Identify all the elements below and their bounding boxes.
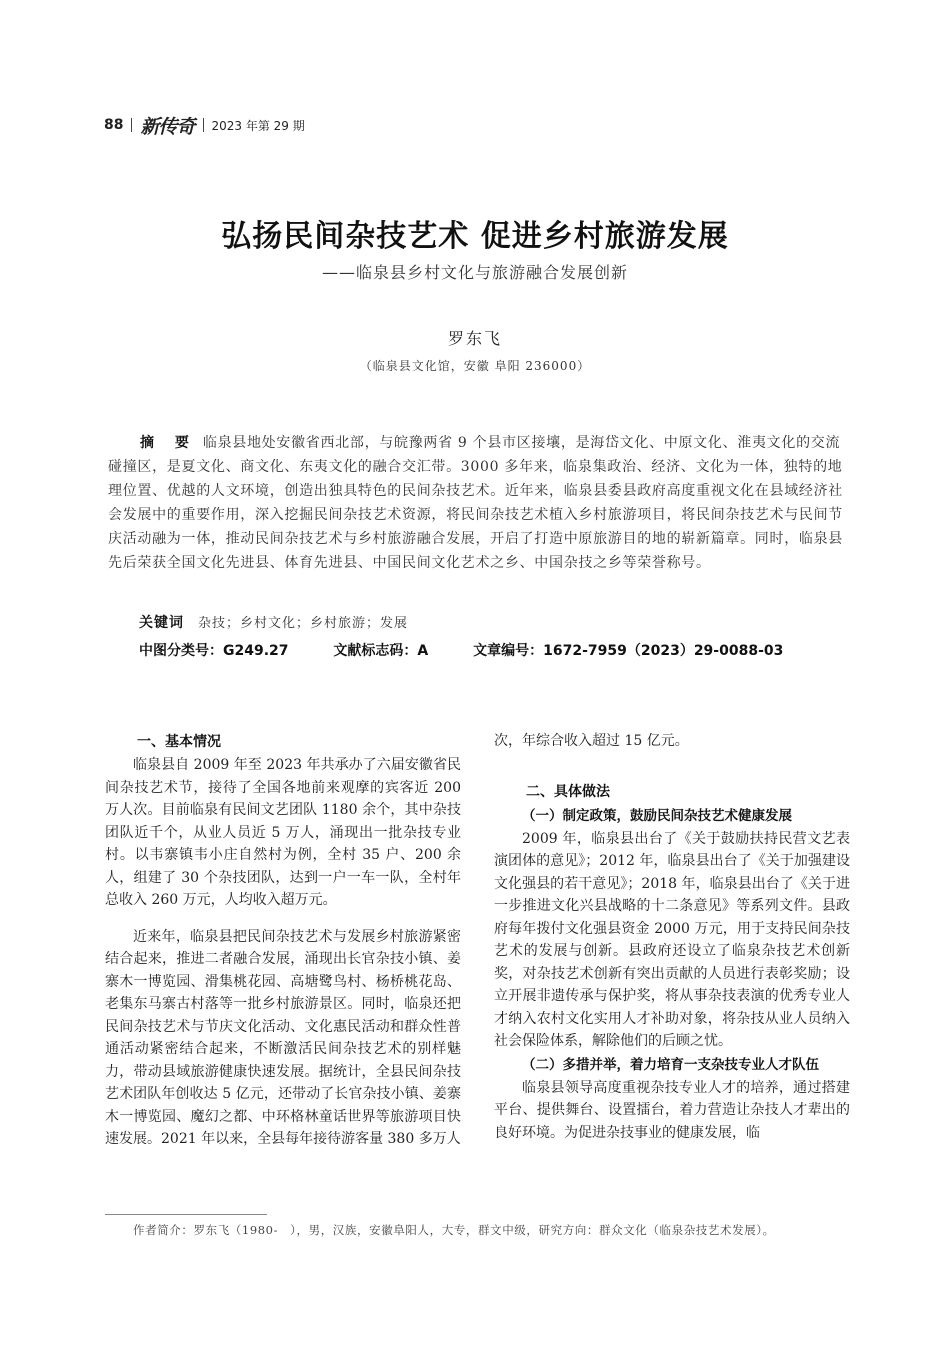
page-number: 88: [104, 117, 124, 133]
right-column: [494, 730, 850, 1144]
keywords-text: 杂技；乡村文化；乡村旅游；发展: [198, 616, 409, 631]
left-column: [105, 730, 461, 1151]
section-gap: [494, 753, 850, 780]
body-paragraph: 临泉县自 2009 年至 2023 年共承办了六届安徽省民间杂技艺术节，接待了全国各地前来观摩的宾客近 200 万人次。目前临泉有民间文艺团队 1180 余个，其中杂技团队近千个，从业人员近 5 万人，涌现出一批杂技专业村。以韦寨镇韦小庄自然村为例，全村 35 户、200 余人，组建了 30 个杂技团队，达到一户一车一队，全村年总收入 260 万元，人均收入超万元。: [105, 757, 461, 908]
author-footnote: 作者简介：罗东飞（1980- ），男，汉族，安徽阜阳人，大专，群文中级，研究方向：群众文化（临泉杂技艺术发展）。: [133, 1223, 775, 1237]
footnote-rule: [105, 1214, 267, 1215]
body-paragraph: 2009 年，临泉县出台了《关于鼓励扶持民营文艺表演团体的意见》；2012 年，临泉县出台了《关于加强建设文化强县的若干意见》；2018 年，临泉县出台了《关于进一步推进文化兴县战略的十二条意见》等系列文件。县政府每年拨付文化强县资金 2000 万元，用于支持民间杂技艺术的发展与创新。县政府还设立了临泉杂技艺术创新奖，对杂技艺术创新有突出贡献的人员进行表彰奖励；设立开展非遗传承与保护奖，将从事杂技表演的优秀专业人才纳入农村文化实用人才补助对象，将杂技从业人员纳入社会保险体系，解除他们的后顾之忧。: [494, 830, 850, 1049]
abstract-text: 临泉县地处安徽省西北部，与皖豫两省 9 个县市区接壤，是海岱文化、中原文化、淮夷文化的交流碰撞区，是夏文化、商文化、东夷文化的融合交汇带。3000 多年来，临泉集政治、经济、文化为一体，独特的地理位置、优越的人文环境，创造出独具特色的民间杂技艺术。近年来，临泉县委县政府高度重视文化在县域经济社会发展中的重要作用，深入挖掘民间杂技艺术资源，将民间杂技艺术植入乡村旅游项目，将民间杂技艺术与民间节庆活动融为一体，推动民间杂技艺术与乡村旅游融合发展，开启了打造中原旅游目的地的崭新篇章。同时，临泉县先后荣获全国文化先进县、体育先进县、中国民间文化艺术之乡、中国杂技之乡等荣誉称号。: [108, 435, 843, 571]
paragraph-gap: [105, 912, 461, 926]
document-code: 文献标志码：A: [333, 643, 429, 659]
page-header: [104, 114, 305, 136]
keywords-line: [139, 612, 408, 632]
abstract-label: 摘 要: [140, 435, 197, 451]
keywords-label: 关键词: [139, 615, 184, 631]
article-title: 弘扬民间杂技艺术 促进乡村旅游发展: [221, 219, 729, 254]
abstract-block: [108, 431, 853, 575]
classification-line: [139, 640, 823, 660]
body-paragraph: 临泉县领导高度重视杂技专业人才的培养，通过搭建平台、提供舞台、设置擂台，着力营造让杂技人才辈出的良好环境。为促进杂技事业的健康发展，临: [494, 1079, 850, 1141]
section-heading-measures: 二、具体做法: [526, 783, 610, 800]
header-divider: [131, 118, 132, 132]
author-affiliation: （临泉县文化馆，安徽 阜阳 236000）: [359, 359, 591, 373]
author-name: 罗东飞: [447, 329, 502, 348]
issue-label: 2023 年第 29 期: [211, 118, 305, 133]
article-number: 文章编号：1672-7959（2023）29-0088-03: [473, 643, 784, 659]
body-paragraph-continuation: 次，年综合收入超过 15 亿元。: [494, 733, 689, 749]
clc-number: 中图分类号：G249.27: [139, 643, 289, 659]
subsection-heading-talent: （二）多措并举，着力培育一支杂技专业人才队伍: [522, 1056, 819, 1073]
article-subtitle: ——临泉县乡村文化与旅游融合发展创新: [321, 263, 628, 282]
journal-logo: 新传奇: [140, 115, 195, 138]
body-paragraph: 近来年，临泉县把民间杂技艺术与发展乡村旅游紧密结合起来，推进二者融合发展，涌现出长官杂技小镇、姜寨木一博览园、滑集桃花园、高塘鹭鸟村、杨桥桃花岛、老集东马寨古村落等一批乡村旅游景区。同时，临泉还把民间杂技艺术与节庆文化活动、文化惠民活动和群众性普通活动紧密结合起来，不断激活民间杂技艺术的别样魅力，带动县域旅游健康快速发展。据统计，全县民间杂技艺术团队年创收达 5 亿元，还带动了长官杂技小镇、姜寨木一博览园、魔幻之都、中环格林童话世界等旅游项目快速发展。2021 年以来，全县每年接待游客量 380 多万人: [105, 928, 461, 1147]
subsection-heading-policy: （一）制定政策，鼓励民间杂技艺术健康发展: [522, 807, 792, 824]
header-divider: [203, 118, 204, 132]
section-heading-basic: 一、基本情况: [137, 734, 221, 750]
